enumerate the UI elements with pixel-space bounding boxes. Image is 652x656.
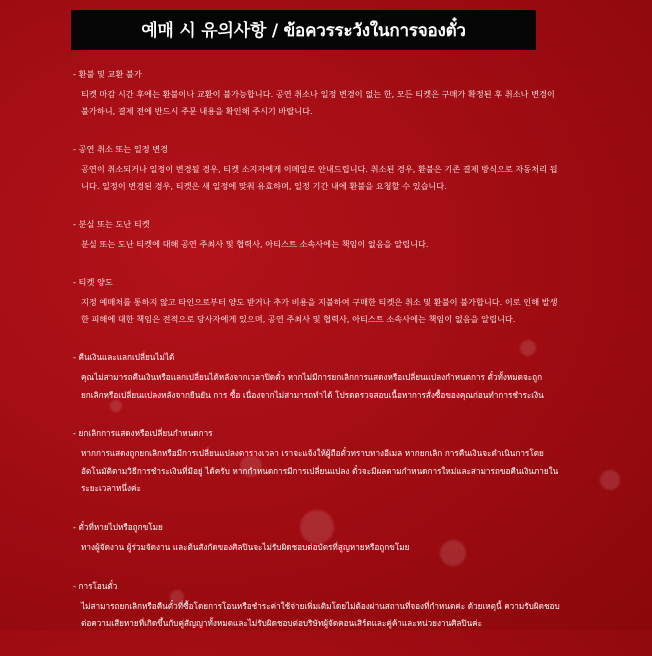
- section-heading: - การโอนตั๋ว: [73, 580, 118, 591]
- section-body: 공연이 취소되거나 일정이 변경될 경우, 티켓 소지자에게 이메일로 안내드립니다. 취소된 경우, 환불은 기존 결제 방식으로 자동처리 됩니다. 일정이 변경된 경우, 티켓은 새 일정에 맞춰 유효하며, 일정 기간 내에 환불을 요청할 수 있습니다.: [81, 164, 558, 191]
- section-heading: - 분실 또는 도난 티켓: [73, 219, 150, 229]
- section-heading: - 티켓 양도: [73, 277, 113, 287]
- notice-section-cancel-th: [73, 427, 563, 498]
- section-body: ไม่สามารถยกเลิกหรือคืนตั๋วที่ซื้อโดยการโอนหรือชำระค่าใช้จ่ายเพิ่มเติมโดยไม่ต้องผ่านสถานที่จองที่กำหนดค่ะ ด้วยเหตุนี้ ความรับผิดชอบต่อความเสียหายที่เกิดขึ้นกับคู่สัญญาทั้งหมดและไม่รับผิดชอบต่อบริษัทผู้จัดคอนเสิร์ตและคู่ค้าและหน่วยงานศิลปินค่ะ: [81, 600, 560, 629]
- title-banner: [71, 10, 536, 50]
- notice-section-lost-ko: [73, 218, 563, 253]
- notice-section-lost-th: [73, 521, 563, 557]
- section-heading: - ยกเลิกการแสดงหรือเปลี่ยนกำหนดการ: [73, 428, 213, 439]
- section-heading: - คืนเงินและแลกเปลี่ยนไม่ได้: [73, 352, 175, 362]
- bokeh-light: [600, 470, 620, 490]
- section-body: 티켓 마감 시간 후에는 환불이나 교환이 불가능합니다. 공연 취소나 일정 변경이 없는 한, 모든 티켓은 구매가 확정된 후 취소나 변경이 불가하니, 결제 전에 반드시 주문 내용을 확인해 주시기 바랍니다.: [81, 89, 555, 116]
- notice-section-cancel-ko: [73, 143, 563, 195]
- section-heading: - 공연 취소 또는 일정 변경: [73, 144, 169, 154]
- section-body: คุณไม่สามารถคืนเงินหรือแลกเปลี่ยนได้หลังจากเวลาปิดตั๋ว หากไม่มีการยกเลิกการแสดงหรือเปลี่ยนแปลงกำหนดการ ตั๋วทั้งหมดจะถูกยกเลิกหรือเปลี่ยนแปลงหลังจากยืนยัน การ ซื้อ เนื่องจากไม่สามารถทำได้ โปรดตรวจสอบเนื้อหาการสั่งซื้อของคุณก่อนทำการชำระเงิน: [81, 372, 544, 400]
- notice-section-transfer-th: [73, 580, 563, 633]
- notice-section-transfer-ko: [73, 276, 563, 328]
- section-body: 지정 예매처를 통하지 않고 타인으로부터 양도 받거나 추가 비용을 지불하여 구매한 티켓은 취소 및 환불이 불가합니다. 이로 인해 발생한 피해에 대한 책임은 전적으로 당사자에게 있으며, 공연 주최사 및 협력사, 아티스트 소속사에는 책임이 없음을 알립니다.: [81, 297, 558, 324]
- section-body: หากการแสดงถูกยกเลิกหรือมีการเปลี่ยนแปลงตารางเวลา เราจะแจ้งให้ผู้ถือตั๋วทราบทางอีเมล หากยกเลิก การคืนเงินจะดำเนินการโดยอัตโนมัติตามวิธีการชำระเงินที่มีอยู่ ได้ครับ หากกำหนดการมีการเปลี่ยนแปลง ตั๋วจะมีผลตามกำหนดการใหม่และสามารถขอคืนเงินภายในระยะเวลาหนึ่งค่ะ: [81, 448, 559, 494]
- notice-section-refund-th: [73, 351, 563, 404]
- notice-content: [73, 68, 563, 656]
- notice-section-refund-ko: [73, 68, 563, 120]
- section-heading: - 환불 및 교환 불가: [73, 69, 142, 79]
- section-heading: - ตั๋วที่หายไปหรือถูกขโมย: [73, 521, 163, 532]
- section-body: 분실 또는 도난 티켓에 대해 공연 주최사 및 협력사, 아티스트 소속사에는 책임이 없음을 알립니다.: [81, 239, 429, 249]
- section-body: ทางผู้จัดงาน ผู้ร่วมจัดงาน และต้นสังกัดของศิลปินจะไม่รับผิดชอบต่อบัตรที่สูญหายหรือถูกขโมย: [81, 541, 410, 552]
- page-title: 예매 시 유의사항 / ข้อควรระวังในการจองตั๋ว: [141, 21, 466, 41]
